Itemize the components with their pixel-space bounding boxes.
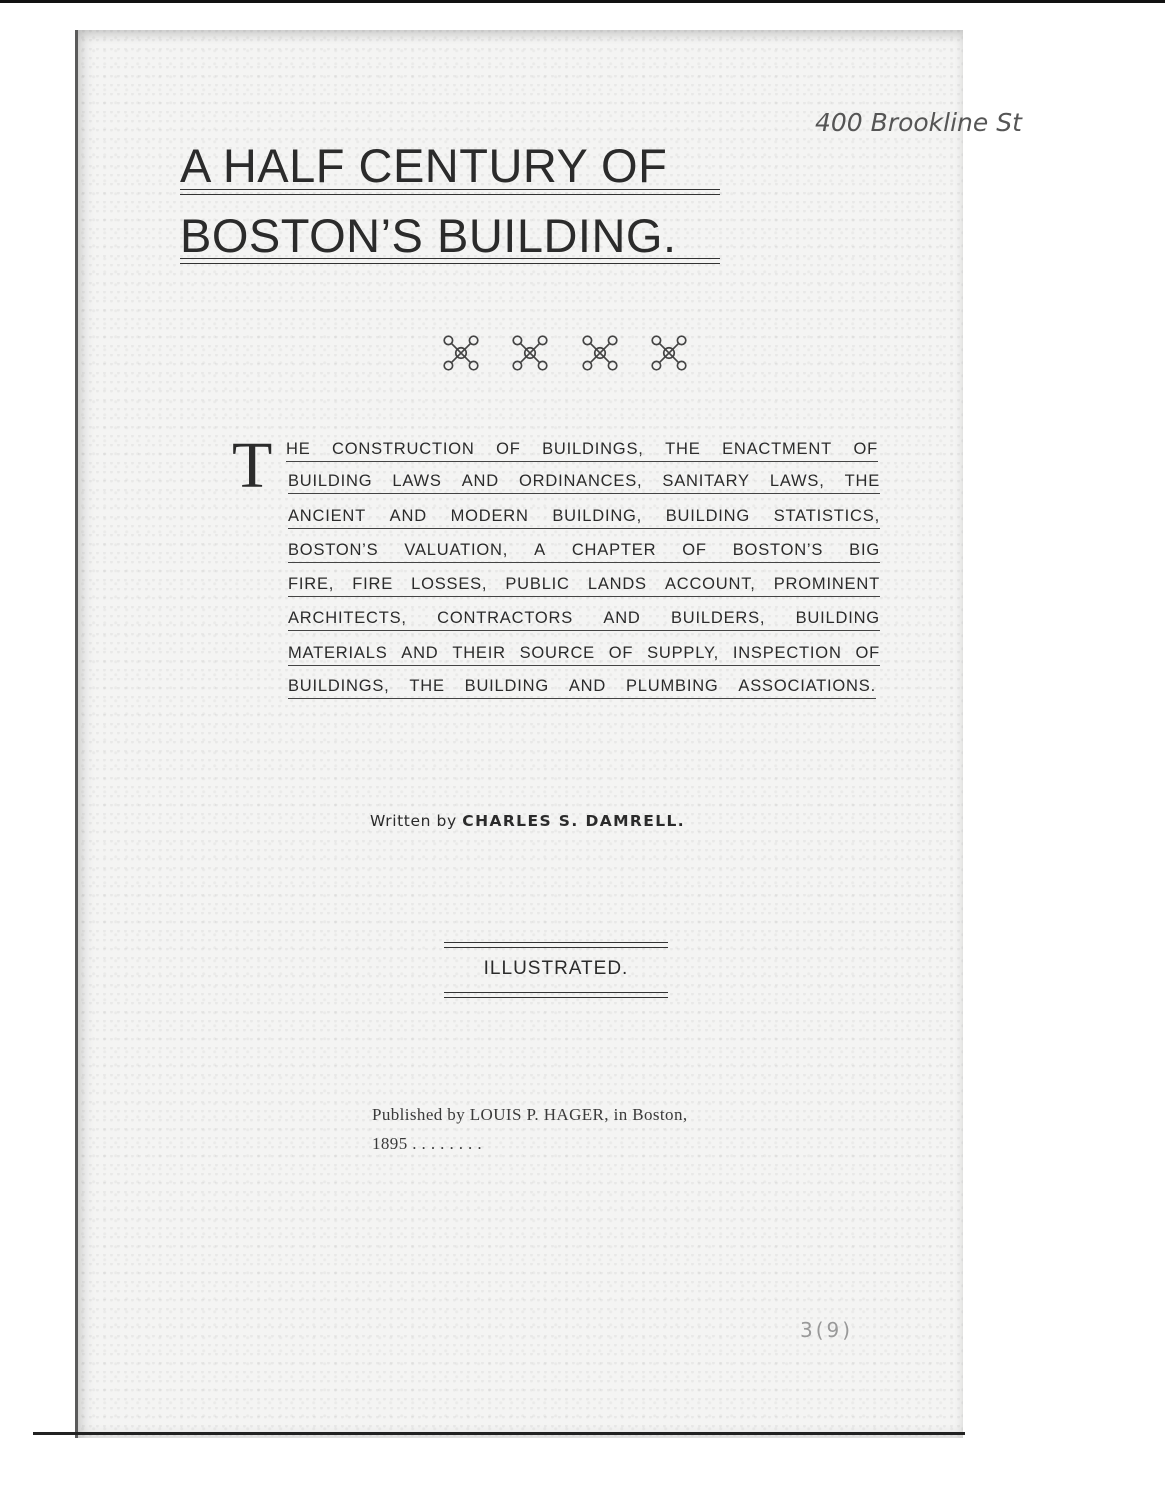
description-word: AND [401,644,439,662]
description-word: MODERN [450,507,529,525]
description-word: PROMINENT [773,575,880,593]
description-word: THE [844,472,880,490]
description-word: ASSOCIATIONS. [738,677,876,695]
description-word: BUILDINGS, [288,677,390,695]
description-line [288,541,880,563]
description-word: OF [855,644,880,662]
description-word: ANCIENT [288,507,367,525]
description-word: THE [665,440,701,458]
description-word: SANITARY [662,472,750,490]
illustrated-rule-bottom [444,992,668,998]
description-line [288,507,880,529]
description-word: OF [682,541,707,559]
ornament-row [440,332,690,377]
description-word: BOSTON’S [732,541,824,559]
description-word: BUILDING [665,507,751,525]
description-word: ENACTMENT [722,440,832,458]
author-prefix: Written by [370,812,457,830]
title-rule-2 [180,258,720,264]
description-word: OF [608,644,634,662]
description-word: FIRE [352,575,394,593]
page-left-edge [75,30,78,1438]
description-word: CONSTRUCTION [332,440,475,458]
ornament-icon [440,332,482,374]
description-line [288,472,880,494]
author-name: CHARLES S. DAMRELL. [462,812,686,830]
title-line-1: A HALF CENTURY OF [180,139,668,192]
description-word: BUILDERS, [670,609,766,627]
description-word: INSPECTION [732,644,842,662]
author-line [370,812,750,830]
ornament-icon [648,332,690,374]
description-word: PLUMBING [625,677,719,695]
description-line [288,609,880,631]
description-line [288,677,876,699]
ornament-icon [579,332,621,374]
scan-bottom-border [33,1432,965,1435]
description-word: CONTRACTORS [437,609,574,627]
publication-year: 1895 . . . . . . . . [372,1134,482,1153]
description-word: PUBLIC [505,575,570,593]
description-word: AND [389,507,427,525]
description-word: ACCOUNT, [664,575,756,593]
description-word: THE [409,677,445,695]
description-line [286,440,878,462]
description-word: BUILDING [795,609,880,627]
illustrated-rule-top [444,942,668,948]
description-word: BUILDING, [552,507,643,525]
description-word: A [534,541,546,559]
illustrated-label: ILLUSTRATED. [483,958,629,979]
description-word: THEIR [452,644,506,662]
description-word: FIRE, [288,575,335,593]
description-word: CHAPTER [571,541,657,559]
description-word: HE [286,440,311,458]
description-line [288,575,880,597]
description-word: LOSSES, [411,575,488,593]
description-word: LANDS [587,575,647,593]
scan-top-border [0,0,1165,3]
description-word: BUILDING [288,472,373,490]
description-word: ARCHITECTS, [288,609,407,627]
description-word: SUPPLY, [647,644,720,662]
description-word: BUILDING [464,677,549,695]
description-word: VALUATION, [404,541,509,559]
description-word: STATISTICS, [773,507,880,525]
description-word: SOURCE [519,644,595,662]
description-word: ORDINANCES, [519,472,643,490]
title-line-2: BOSTON’S BUILDING. [180,209,677,262]
publisher-line: Published by LOUIS P. HAGER, in Boston, [372,1105,688,1124]
title-rule-1 [180,189,720,195]
description-word: AND [568,677,607,695]
ornament-icon [509,332,551,374]
description-word: BUILDINGS, [542,440,644,458]
handwritten-note: 400 Brookline St [815,108,1022,137]
description-word: LAWS, [769,472,825,490]
description-word: MATERIALS [288,644,388,662]
description-word: LAWS [392,472,442,490]
description-word: OF [853,440,878,458]
description-word: BOSTON’S [288,541,379,559]
drop-cap: T [232,429,273,502]
page-mark: 3(9) [800,1318,854,1342]
description-word: BIG [849,541,880,559]
description-word: OF [496,440,521,458]
description-word: AND [461,472,499,490]
description-line [288,644,880,666]
description-word: AND [603,609,641,627]
